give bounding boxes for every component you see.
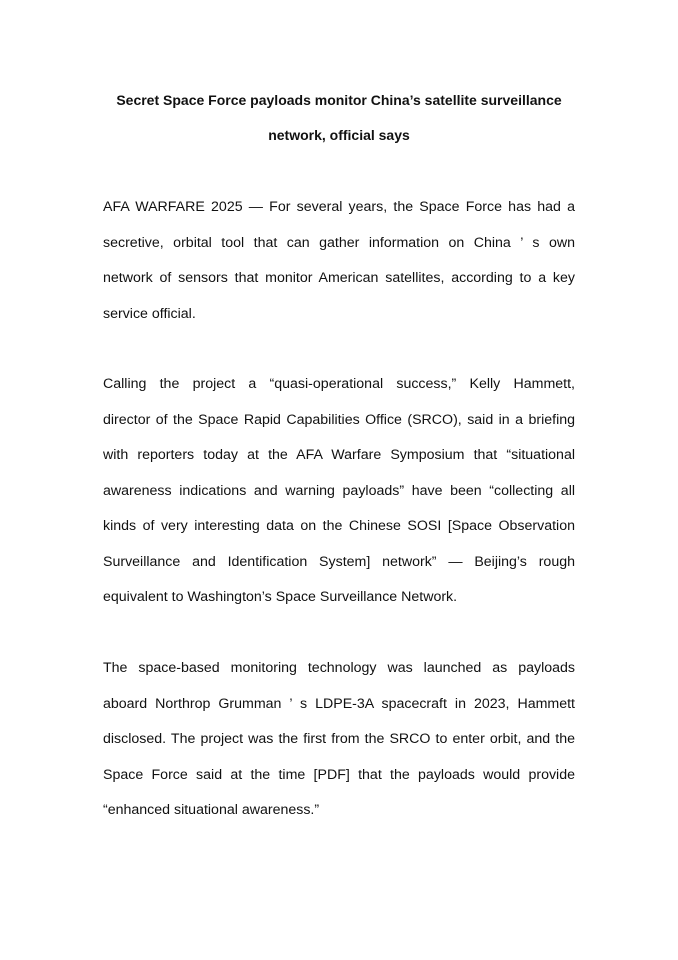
paragraph-line: equivalent to Washington’s Space Surveillance Network. <box>103 589 458 605</box>
paragraph-line: disclosed. The project was the first from the SRCO to enter orbit, and the <box>103 731 575 747</box>
paragraph-line: awareness indications and warning payloads” have been “collecting all <box>103 482 575 499</box>
paragraph-line: Space Force said at the time [PDF] that the payloads would provide <box>103 766 575 783</box>
paragraph-line: with reporters today at the AFA Warfare Symposium that “situational <box>103 447 575 463</box>
paragraph-line: The space-based monitoring technology was launched as payloads <box>103 660 575 676</box>
title-line: network, official says <box>268 127 410 143</box>
paragraph-line: “enhanced situational awareness.” <box>103 802 320 818</box>
article-title <box>103 83 575 153</box>
paragraph-line: secretive, orbital tool that can gather information on China ’ s own <box>103 234 575 251</box>
paragraph-1 <box>103 190 575 332</box>
paragraph-line: Calling the project a “quasi-operational success,” Kelly Hammett, <box>103 376 575 392</box>
title-line: Secret Space Force payloads monitor China’s satellite surveillance <box>116 92 562 108</box>
paragraph-line: director of the Space Rapid Capabilities Office (SRCO), said in a briefing <box>103 411 575 428</box>
paragraph-3 <box>103 651 575 829</box>
paragraph-line: kinds of very interesting data on the Chinese SOSI [Space Observation <box>103 518 575 534</box>
paragraph-line: aboard Northrop Grumman ’ s LDPE-3A spacecraft in 2023, Hammett <box>103 695 575 712</box>
paragraph-line: AFA WARFARE 2025 — For several years, the Space Force has had a <box>103 199 575 215</box>
paragraph-line: network of sensors that monitor American satellites, according to a key <box>103 270 575 286</box>
paragraph-line: service official. <box>103 305 196 322</box>
paragraph-line: Surveillance and Identification System] network” — Beijing’s rough <box>103 553 575 570</box>
paragraph-2 <box>103 367 575 616</box>
